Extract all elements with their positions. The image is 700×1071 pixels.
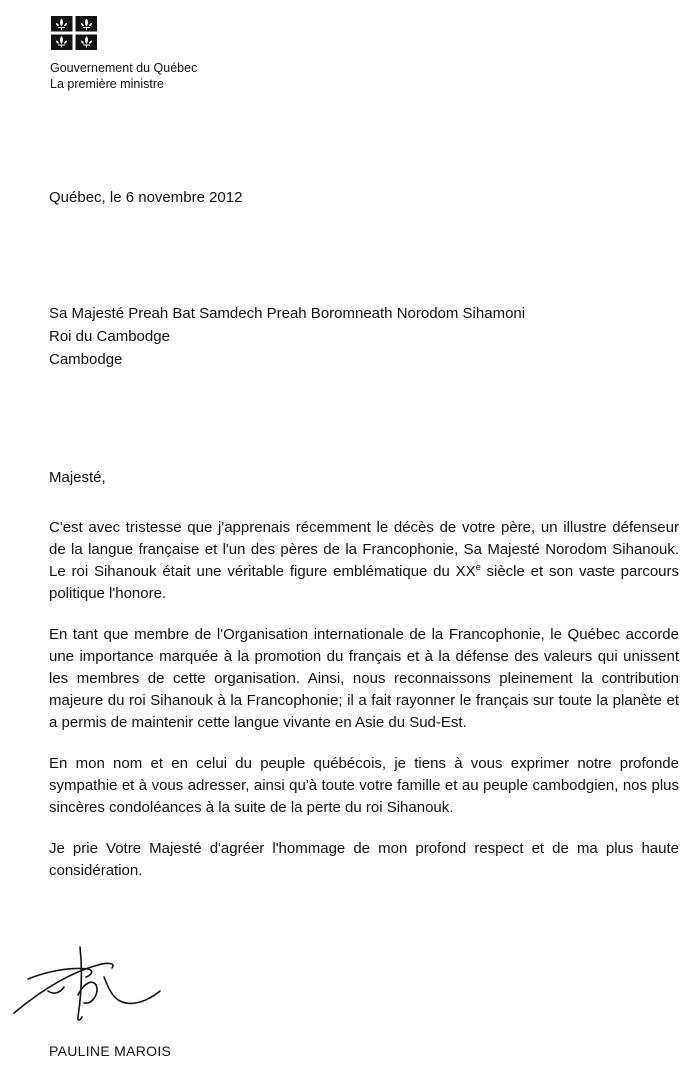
letterhead-title: La première ministre [50, 77, 164, 91]
recipient-country: Cambodge [49, 351, 123, 368]
recipient-address [49, 302, 525, 371]
handwritten-signature-icon [8, 935, 168, 1025]
paragraph-1: C'est avec tristesse que j'apprenais récemment le décès de votre père, un illustre défenseur de la langue française et l'un des pères de la Francophonie, Sa Majesté Norodom Sihanouk. Le roi Sihanouk était une véritable figure emblématique du XXe siècle et son vaste parcours politique l'honore. [49, 519, 679, 602]
paragraph-2: En tant que membre de l'Organisation internationale de la Francophonie, le Québec accorde une importance marquée à la promotion du français et à la défense des valeurs qui unissent les membres de cette organisation. Ainsi, nous reconnaissons pleinement la contribution majeure du roi Sihanouk à la Francophonie; il a fait rayonner le français sur toute la planète et a permis de maintenir cette langue vivante en Asie du Sud-Est. [49, 626, 679, 731]
quebec-flag-logo-icon [51, 16, 97, 50]
letterhead [50, 60, 197, 92]
century-superscript: e [475, 562, 481, 572]
paragraph-3: En mon nom et en celui du peuple québécois, je tiens à vous exprimer notre profonde sympathie et à vous adresser, ainsi qu'à toute votre famille et au peuple cambodgien, nos plus sincères condoléances à la suite de la perte du roi Sihanouk. [49, 755, 679, 816]
recipient-name: Sa Majesté Preah Bat Samdech Preah Boromneath Norodom Sihamoni [49, 305, 526, 322]
letterhead-government: Gouvernement du Québec [50, 61, 198, 75]
signer-name: PAULINE MAROIS [49, 1043, 172, 1059]
letter-body [49, 517, 679, 901]
recipient-title: Roi du Cambodge [49, 328, 170, 345]
letter-date: Québec, le 6 novembre 2012 [49, 189, 243, 206]
paragraph-4: Je prie Votre Majesté d'agréer l'hommage de mon profond respect et de ma plus haute considération. [49, 840, 679, 879]
salutation: Majesté, [49, 469, 106, 486]
